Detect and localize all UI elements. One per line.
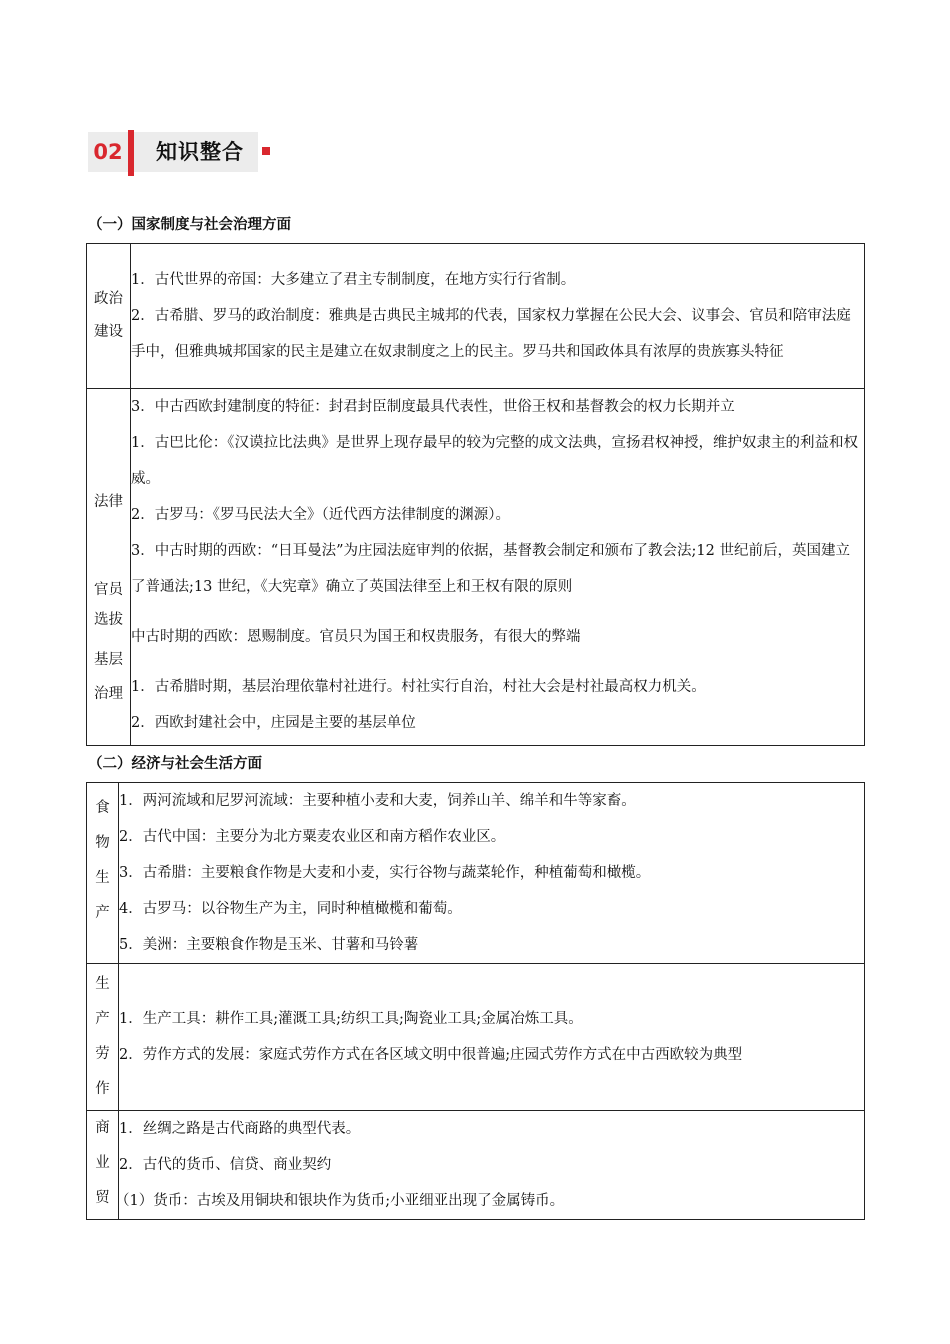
row-content — [131, 389, 865, 746]
row-content — [119, 964, 865, 1111]
list-item: 1．古希腊时期，基层治理依靠村社进行。村社实行自治，村社大会是村社最高权力机关。 — [131, 679, 706, 695]
section1-title: （一）国家制度与社会治理方面 — [88, 217, 291, 233]
list-item: 1．生产工具：耕作工具;灌溉工具;纺织工具;陶瓷业工具;金属冶炼工具。 — [119, 1011, 583, 1027]
row-label-text: 商业贸 — [95, 1120, 110, 1206]
row-label-text: 生产劳作 — [95, 976, 110, 1097]
heading-title: 知识整合 — [134, 132, 258, 172]
section-heading — [88, 130, 270, 174]
list-item: 2．古罗马：《罗马民法大全》（近代西方法律制度的渊源）。 — [131, 507, 510, 523]
list-item: 2．古希腊、罗马的政治制度：雅典是古典民主城邦的代表，国家权力掌握在公民大会、议事会、官员和陪审法庭手中，但雅典城邦国家的民主是建立在奴隶制度之上的民主。罗马共和国政体具有浓厚的贵族寡头特征 — [131, 308, 851, 360]
table-row — [87, 244, 865, 389]
table-row — [87, 964, 865, 1111]
row-label-text: 政治建设 — [94, 291, 123, 340]
row-label-law-officials-grassroots — [87, 389, 131, 746]
row-content — [115, 1111, 865, 1220]
list-item: 2．劳作方式的发展：家庭式劳作方式在各区域文明中很普遍;庄园式劳作方式在中古西欧较为典型 — [119, 1047, 743, 1063]
list-item: 1．古巴比伦：《汉谟拉比法典》是世界上现存最早的较为完整的成文法典，宣扬君权神授，维护奴隶主的利益和权威。 — [131, 435, 858, 487]
list-item: 2．古代中国：主要分为北方粟麦农业区和南方稻作农业区。 — [119, 829, 506, 845]
table-row — [87, 389, 865, 746]
heading-square-icon — [262, 147, 270, 155]
row-label-food — [87, 783, 119, 964]
list-item: 2．西欧封建社会中，庄园是主要的基层单位 — [131, 715, 416, 731]
row-label-commerce — [87, 1111, 119, 1220]
heading-number: 02 — [88, 132, 128, 172]
row-label-text: 食物生产 — [95, 800, 110, 921]
list-item: 1．两河流域和尼罗河流域：主要种植小麦和大麦，饲养山羊、绵羊和牛等家畜。 — [119, 793, 636, 809]
list-item: 5．美洲：主要粮食作物是玉米、甘薯和马铃薯 — [119, 937, 419, 953]
row-label-text: 基层治理 — [94, 652, 123, 702]
section2-title: （二）经济与社会生活方面 — [88, 756, 262, 772]
row-content — [119, 783, 865, 964]
list-item: 3．中古西欧封建制度的特征：封君封臣制度最具代表性，世俗王权和基督教会的权力长期并立 — [131, 399, 735, 415]
table-row — [87, 1111, 865, 1220]
table-row — [87, 783, 865, 964]
list-item: 2．古代的货币、信贷、商业契约 — [119, 1157, 332, 1173]
list-item: 1．丝绸之路是古代商路的典型代表。 — [119, 1121, 361, 1137]
section2-table — [86, 782, 865, 1220]
row-content — [131, 244, 865, 389]
list-item: 3．古希腊：主要粮食作物是大麦和小麦，实行谷物与蔬菜轮作，种植葡萄和橄榄。 — [119, 865, 651, 881]
list-item: 中古时期的西欧：恩赐制度。官员只为国王和权贵服务，有很大的弊端 — [131, 629, 581, 645]
row-label-politics — [87, 244, 131, 389]
row-label-text: 官员选拔 — [94, 582, 123, 628]
row-label-labor — [87, 964, 119, 1111]
list-item: 4．古罗马：以谷物生产为主，同时种植橄榄和葡萄。 — [119, 901, 462, 917]
list-item: 1．古代世界的帝国：大多建立了君主专制制度，在地方实行行省制。 — [131, 272, 576, 288]
row-label-text: 法律 — [94, 494, 123, 510]
list-item: 3．中古时期的西欧：“日耳曼法”为庄园法庭审判的依据，基督教会制定和颁布了教会法;12 世纪前后，英国建立了普通法;13 世纪，《大宪章》确立了英国法律至上和王权有限的原则 — [131, 543, 850, 595]
list-item: （1）货币：古埃及用铜块和银块作为货币;小亚细亚出现了金属铸币。 — [115, 1193, 565, 1209]
section1-table — [86, 243, 865, 746]
